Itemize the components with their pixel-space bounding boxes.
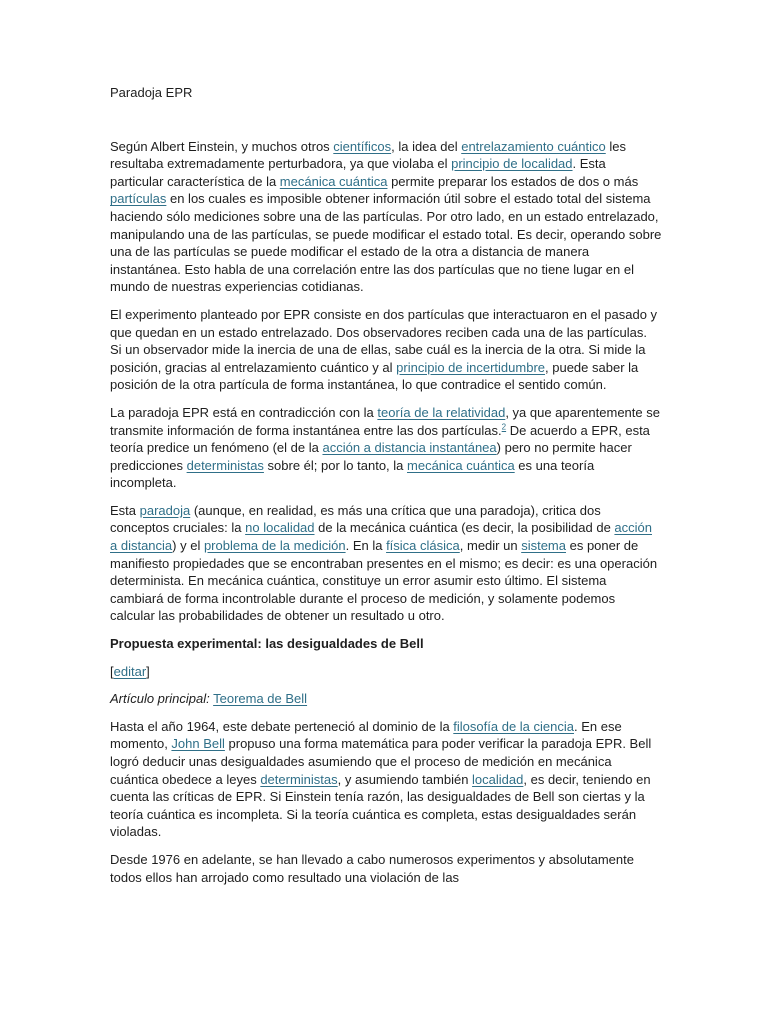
text-span: , y asumiendo también [337, 771, 473, 787]
text-span: propuso una forma matemática para poder verificar la paradoja EPR. Bell logró deducir unas desigualdades asumiendo que el proceso de medición en mecánica cuántica obedece a leyes [110, 736, 652, 787]
text-span: , ya que aparentemente se transmite información de forma instantánea entre las dos partículas. [110, 404, 660, 438]
link-mecanica-cuantica[interactable]: mecánica cuántica [279, 173, 388, 189]
text-span: permite preparar los estados de dos o más [387, 173, 639, 189]
section-heading: Propuesta experimental: las desigualdades de Bell [110, 636, 424, 652]
text-span: ) y el [172, 538, 204, 554]
document-content [110, 84, 662, 896]
text-span: Según Albert Einstein, y muchos otros [110, 138, 334, 154]
link-problema-de-la-medicion[interactable]: problema de la medición [203, 538, 346, 554]
link-accion-a-distancia[interactable]: acción a distancia [110, 520, 652, 554]
link-paradoja[interactable]: paradoja [139, 502, 191, 518]
link-principio-de-localidad[interactable]: principio de localidad [451, 156, 573, 172]
text-span: . En la [345, 538, 387, 554]
text-span: De acuerdo a EPR, esta teoría predice un fenómeno (el de la [110, 422, 650, 456]
paragraph-experiment [110, 306, 662, 394]
link-sistema[interactable]: sistema [521, 538, 566, 554]
link-entrelazamiento-cuantico[interactable]: entrelazamiento cuántico [461, 138, 606, 154]
link-localidad[interactable]: localidad [472, 771, 524, 787]
text-span: , puede saber la posición de la otra partícula de forma instantánea, lo que contradice el sentido común. [110, 359, 639, 393]
link-accion-a-distancia-instantanea[interactable]: acción a distancia instantánea [322, 440, 497, 456]
link-john-bell[interactable]: John Bell [171, 736, 225, 752]
footnote-ref-2[interactable]: 2 [501, 422, 507, 432]
text-span: les resultaba extremadamente perturbadora, ya que violaba el [110, 138, 626, 172]
text-span: , la idea del [391, 138, 462, 154]
link-mecanica-cuantica[interactable]: mecánica cuántica [407, 457, 515, 473]
link-teoria-de-la-relatividad[interactable]: teoría de la relatividad [377, 404, 506, 420]
link-particulas[interactable]: partículas [110, 191, 167, 207]
link-deterministas[interactable]: deterministas [260, 771, 338, 787]
paragraph-experiments [110, 851, 662, 886]
page-title: Paradoja EPR [110, 85, 193, 100]
link-filosofia-de-la-ciencia[interactable]: filosofía de la ciencia [453, 718, 574, 734]
paragraph-intro [110, 138, 662, 296]
link-deterministas[interactable]: deterministas [186, 457, 264, 473]
text-span: es poner de manifiesto propiedades que se encontraban presentes en el mismo; es decir: es una operación determinista. En mecánica cuántica, constituye un error asumir esto último. El sistema cambiará de forma incontrolable durante el proceso de medición, y solamente podemos calcular las probabilidades de obtener un resultado u otro. [110, 538, 658, 624]
text-span: . En ese momento, [110, 718, 622, 752]
text-span: de la mecánica cuántica (es decir, la posibilidad de [314, 520, 615, 536]
main-article-label: Artículo principal: [110, 691, 210, 707]
text-span: El experimento planteado por EPR consiste en dos partículas que interactuaron en el pasado y que quedan en un estado entrelazado. Dos observadores reciben cada una de las partículas. Si un observador mide la inercia de una de ellas, sabe cuál es la inercia de la otra. Si mide la posición, gracias al entrelazamiento cuántico y al [110, 306, 658, 375]
paragraph-bell [110, 718, 662, 841]
main-article-note [110, 690, 662, 708]
text-span: ) pero no permite hacer predicciones [110, 440, 632, 473]
text-span: en los cuales es imposible obtener información útil sobre el estado total del sistema haciendo sólo mediciones sobre una de las partículas. Por otro lado, en un estado entrelazado, manipulando una de las partículas, se puede modificar el estado total. Es decir, operando sobre una de las partículas se puede modificar el estado de la otra a distancia de manera instantánea. Esto habla de una correlación entre las dos partículas que no tiene lugar en el mundo de nuestras experiencias cotidianas. [110, 191, 662, 295]
text-span: , medir un [459, 538, 522, 554]
text-span: es una teoría incompleta. [110, 457, 595, 491]
edit-section-line [110, 663, 662, 681]
text-span: (aunque, en realidad, es más una crítica que una paradoja), critica dos conceptos cruciales: la [110, 502, 601, 536]
paragraph-contradiction [110, 404, 662, 492]
text-span: Esta [110, 502, 140, 518]
bracket-close: ] [146, 663, 150, 679]
text-span: , es decir, teniendo en cuenta las críticas de EPR. Si Einstein tenía razón, las desigualdades de Bell son ciertas y la teoría cuántica es incompleta. Si la teoría cuántica es completa, estas desigualdades serán violadas. [110, 771, 651, 840]
link-fisica-clasica[interactable]: física clásica [386, 538, 460, 554]
link-no-localidad[interactable]: no localidad [245, 520, 315, 536]
text-span: Hasta el año 1964, este debate perteneció al dominio de la [110, 718, 454, 734]
text-span: Desde 1976 en adelante, se han llevado a cabo numerosos experimentos y absolutamente todos ellos han arrojado como resultado una violación de las [110, 851, 634, 885]
link-cientificos[interactable]: científicos [333, 138, 392, 154]
paragraph-critique [110, 502, 662, 625]
text-span: La paradoja EPR está en contradicción con la [110, 404, 378, 420]
bracket-open: [ [110, 663, 114, 679]
link-teorema-de-bell[interactable]: Teorema de Bell [213, 691, 308, 707]
text-span: . Esta particular característica de la [110, 156, 606, 189]
link-principio-de-incertidumbre[interactable]: principio de incertidumbre [396, 359, 546, 375]
text-span: sobre él; por lo tanto, la [263, 457, 408, 473]
edit-link[interactable]: editar [113, 663, 147, 679]
